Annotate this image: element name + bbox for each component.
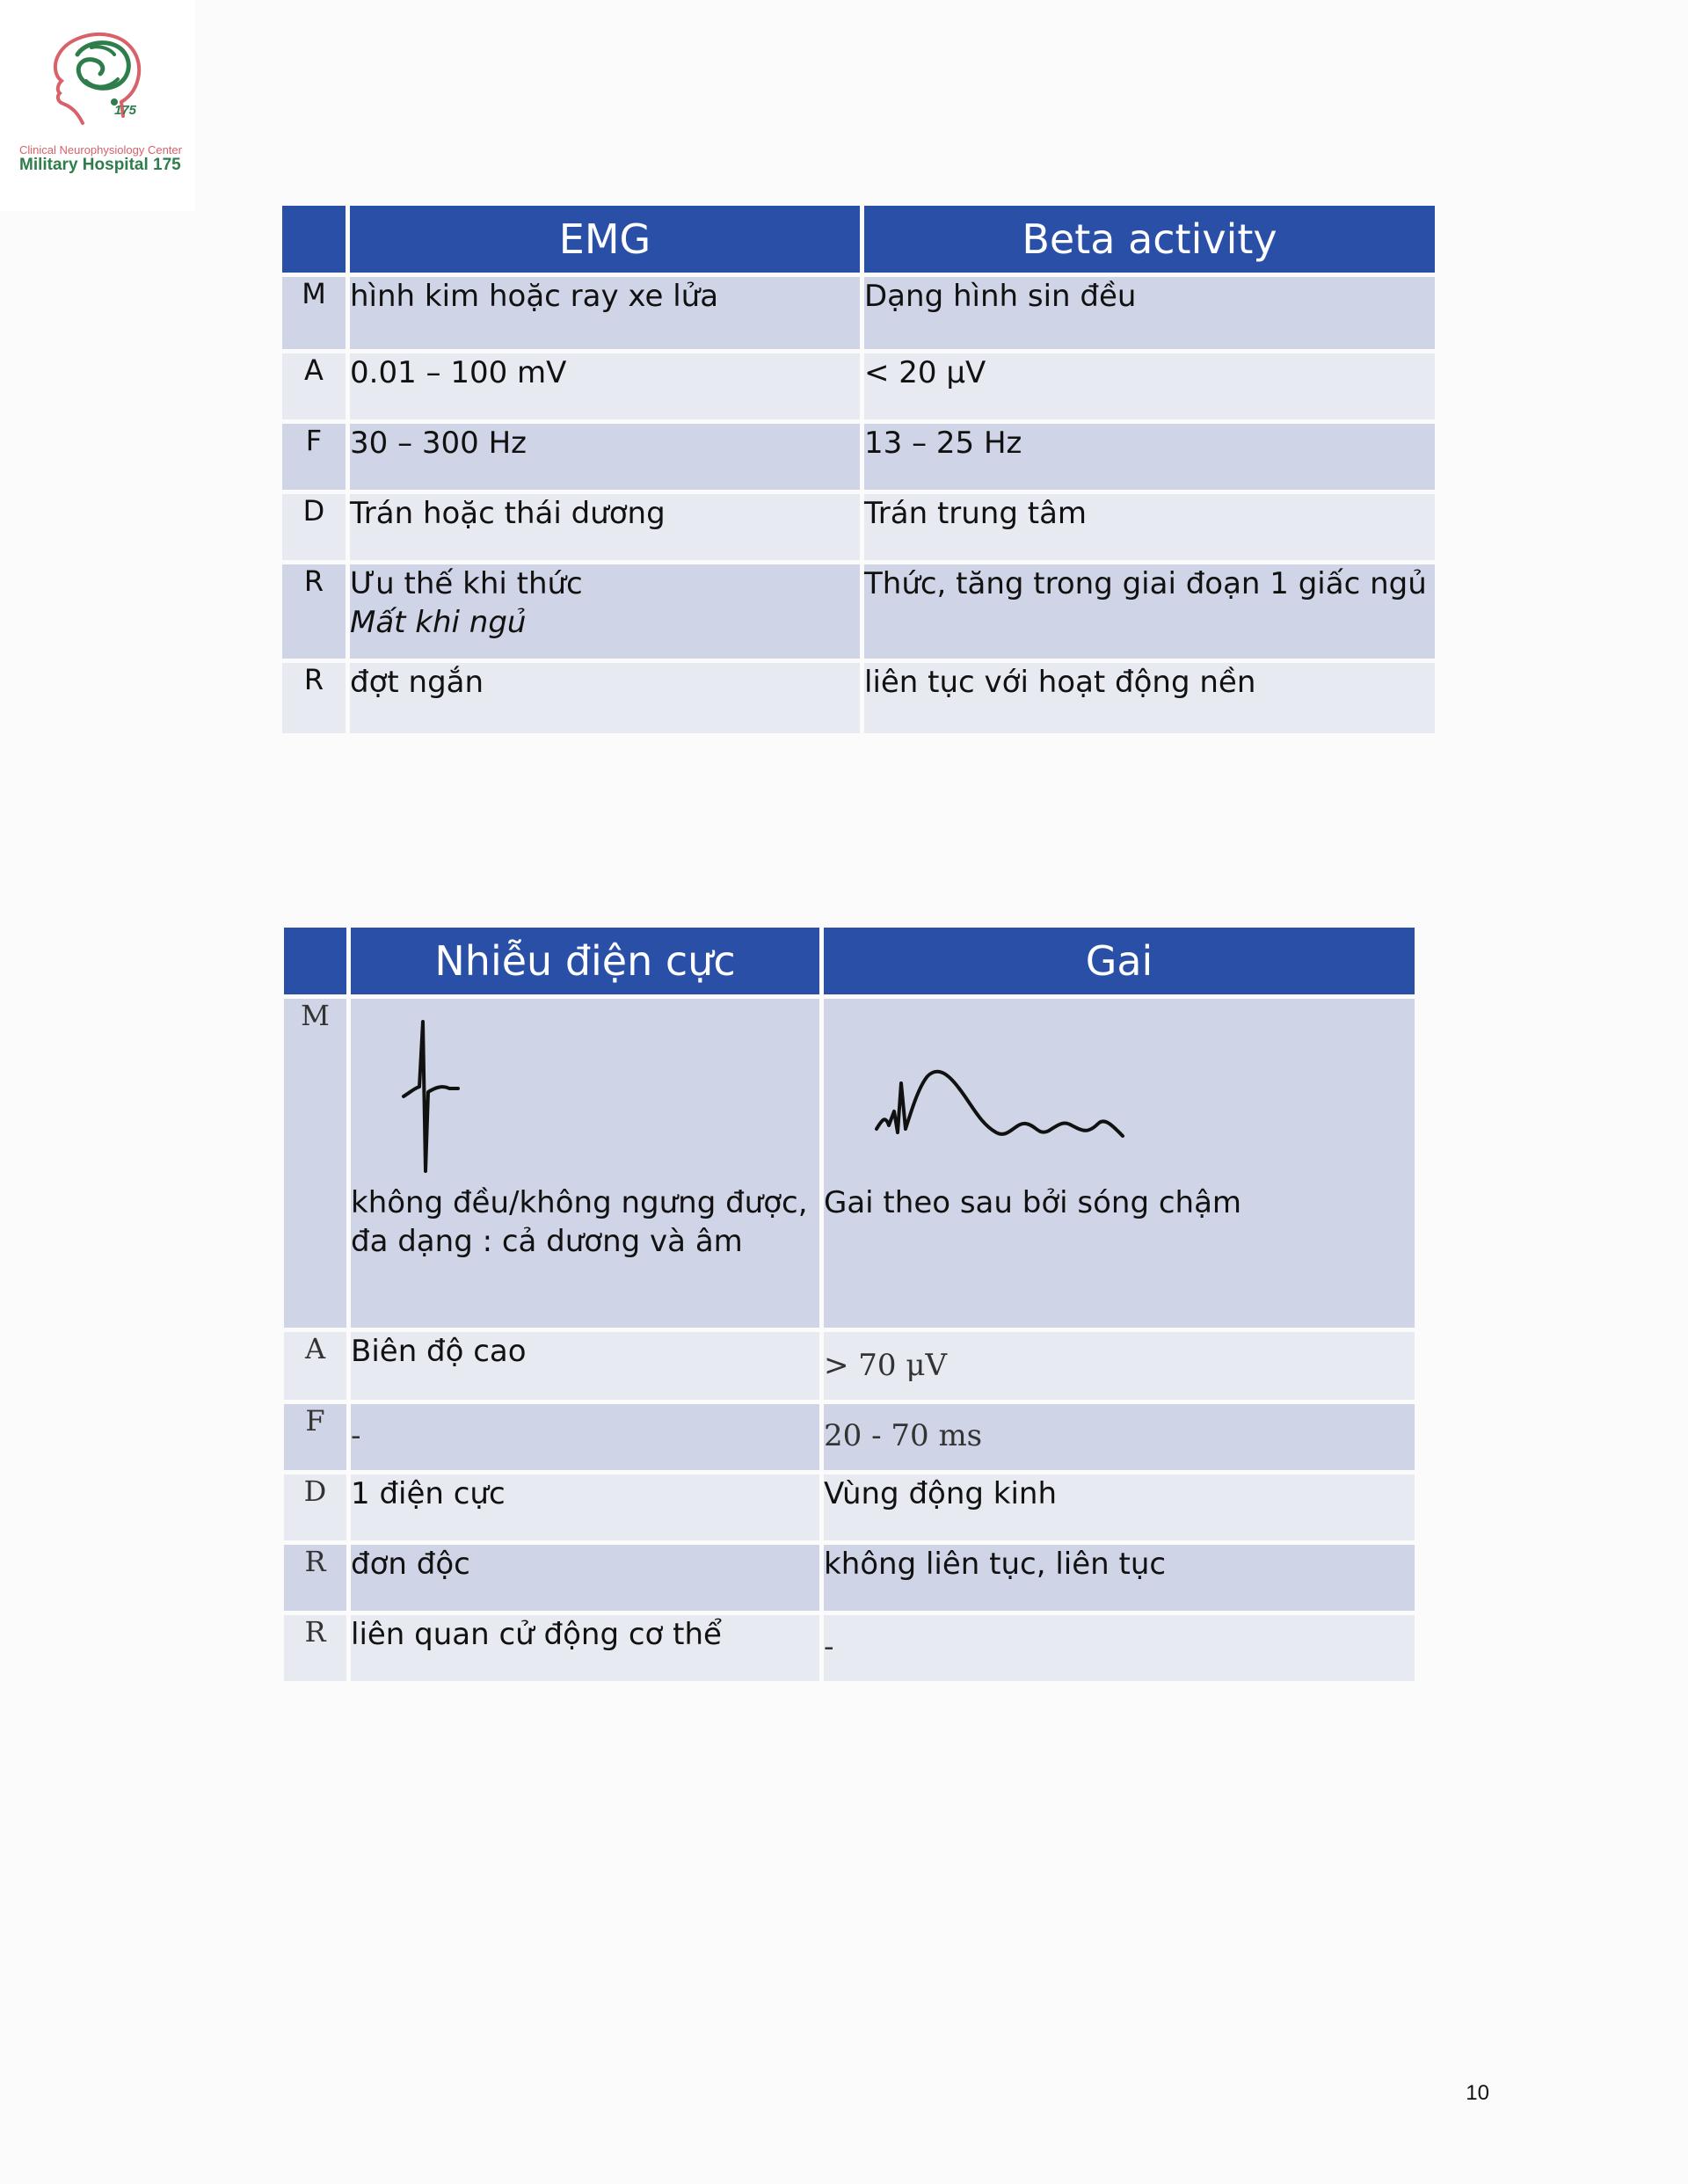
header-empty	[282, 206, 346, 273]
row-label: R	[282, 663, 346, 733]
noise-cell: đơn độc	[351, 1545, 819, 1611]
table-row	[284, 1615, 1415, 1681]
table-row	[282, 353, 1435, 419]
emg-cell: 0.01 – 100 mV	[350, 353, 860, 419]
row-label: M	[282, 277, 346, 349]
emg-cell	[350, 564, 860, 659]
table-header-row	[284, 928, 1415, 994]
table-row	[282, 663, 1435, 733]
table-row	[282, 564, 1435, 659]
spike-cell: -	[824, 1615, 1415, 1681]
header-electrode-noise: Nhiễu điện cực	[351, 928, 819, 994]
emg-sleep-text: Mất khi ngủ	[350, 605, 527, 640]
emg-cell: đợt ngắn	[350, 663, 860, 733]
row-label: R	[284, 1615, 346, 1681]
noise-cell: 1 điện cực	[351, 1474, 819, 1540]
row-label: M	[284, 999, 346, 1328]
emg-awake-text: Ưu thế khi thức	[350, 566, 583, 601]
table-row	[282, 277, 1435, 349]
row-label: F	[282, 424, 346, 490]
header-empty	[284, 928, 346, 994]
table-row	[284, 1545, 1415, 1611]
brain-head-logo-icon	[47, 28, 144, 127]
emg-beta-comparison-table	[278, 201, 1439, 738]
emg-cell: Trán hoặc thái dương	[350, 494, 860, 560]
beta-cell: Trán trung tâm	[864, 494, 1435, 560]
header-spike: Gai	[824, 928, 1415, 994]
beta-cell: 13 – 25 Hz	[864, 424, 1435, 490]
logo-subtitle: Clinical Neurophysiology Center	[19, 143, 182, 157]
electrode-pop-waveform	[351, 999, 819, 1183]
spike-cell: không liên tục, liên tục	[824, 1545, 1415, 1611]
row-label: A	[282, 353, 346, 419]
beta-cell: Thức, tăng trong giai đoạn 1 giấc ngủ	[864, 564, 1435, 659]
row-label: D	[284, 1474, 346, 1540]
spike-cell: Vùng động kinh	[824, 1474, 1415, 1540]
table-header-row	[282, 206, 1435, 273]
beta-cell: < 20 μV	[864, 353, 1435, 419]
header-beta-activity: Beta activity	[864, 206, 1435, 273]
emg-cell: 30 – 300 Hz	[350, 424, 860, 490]
row-label: F	[284, 1404, 346, 1470]
electrode-pop-waveform-icon	[386, 1004, 527, 1180]
header-emg: EMG	[350, 206, 860, 273]
noise-cell	[351, 999, 819, 1328]
row-label: D	[282, 494, 346, 560]
table-row	[282, 424, 1435, 490]
table-row	[284, 1332, 1415, 1400]
logo-title: Military Hospital 175	[19, 156, 181, 174]
noise-cell: liên quan cử động cơ thể	[351, 1615, 819, 1681]
spike-cell	[824, 999, 1415, 1328]
beta-cell: liên tục với hoạt động nền	[864, 663, 1435, 733]
table-row	[284, 1404, 1415, 1470]
spike-morphology-text: Gai theo sau bởi sóng chậm	[824, 1185, 1242, 1220]
emg-cell: hình kim hoặc ray xe lửa	[350, 277, 860, 349]
electrode-noise-spike-comparison-table	[280, 923, 1419, 1685]
beta-cell: Dạng hình sin đều	[864, 277, 1435, 349]
spike-slow-wave-waveform-icon	[868, 1039, 1149, 1162]
table-row	[284, 1474, 1415, 1540]
row-label: R	[282, 564, 346, 659]
page-number: 10	[1466, 2081, 1489, 2105]
table-row	[284, 999, 1415, 1328]
spike-cell: 20 - 70 ms	[824, 1404, 1415, 1470]
noise-morphology-text: không đều/không ngưng được, đa dạng : cả dương và âm	[351, 1185, 808, 1259]
table-row	[282, 494, 1435, 560]
noise-cell: -	[351, 1404, 819, 1470]
svg-text:175: 175	[114, 103, 137, 118]
row-label: A	[284, 1332, 346, 1400]
noise-cell: Biên độ cao	[351, 1332, 819, 1400]
spike-slow-wave-waveform	[824, 999, 1415, 1183]
row-label: R	[284, 1545, 346, 1611]
hospital-logo	[0, 0, 195, 211]
spike-cell: > 70 μV	[824, 1332, 1415, 1400]
